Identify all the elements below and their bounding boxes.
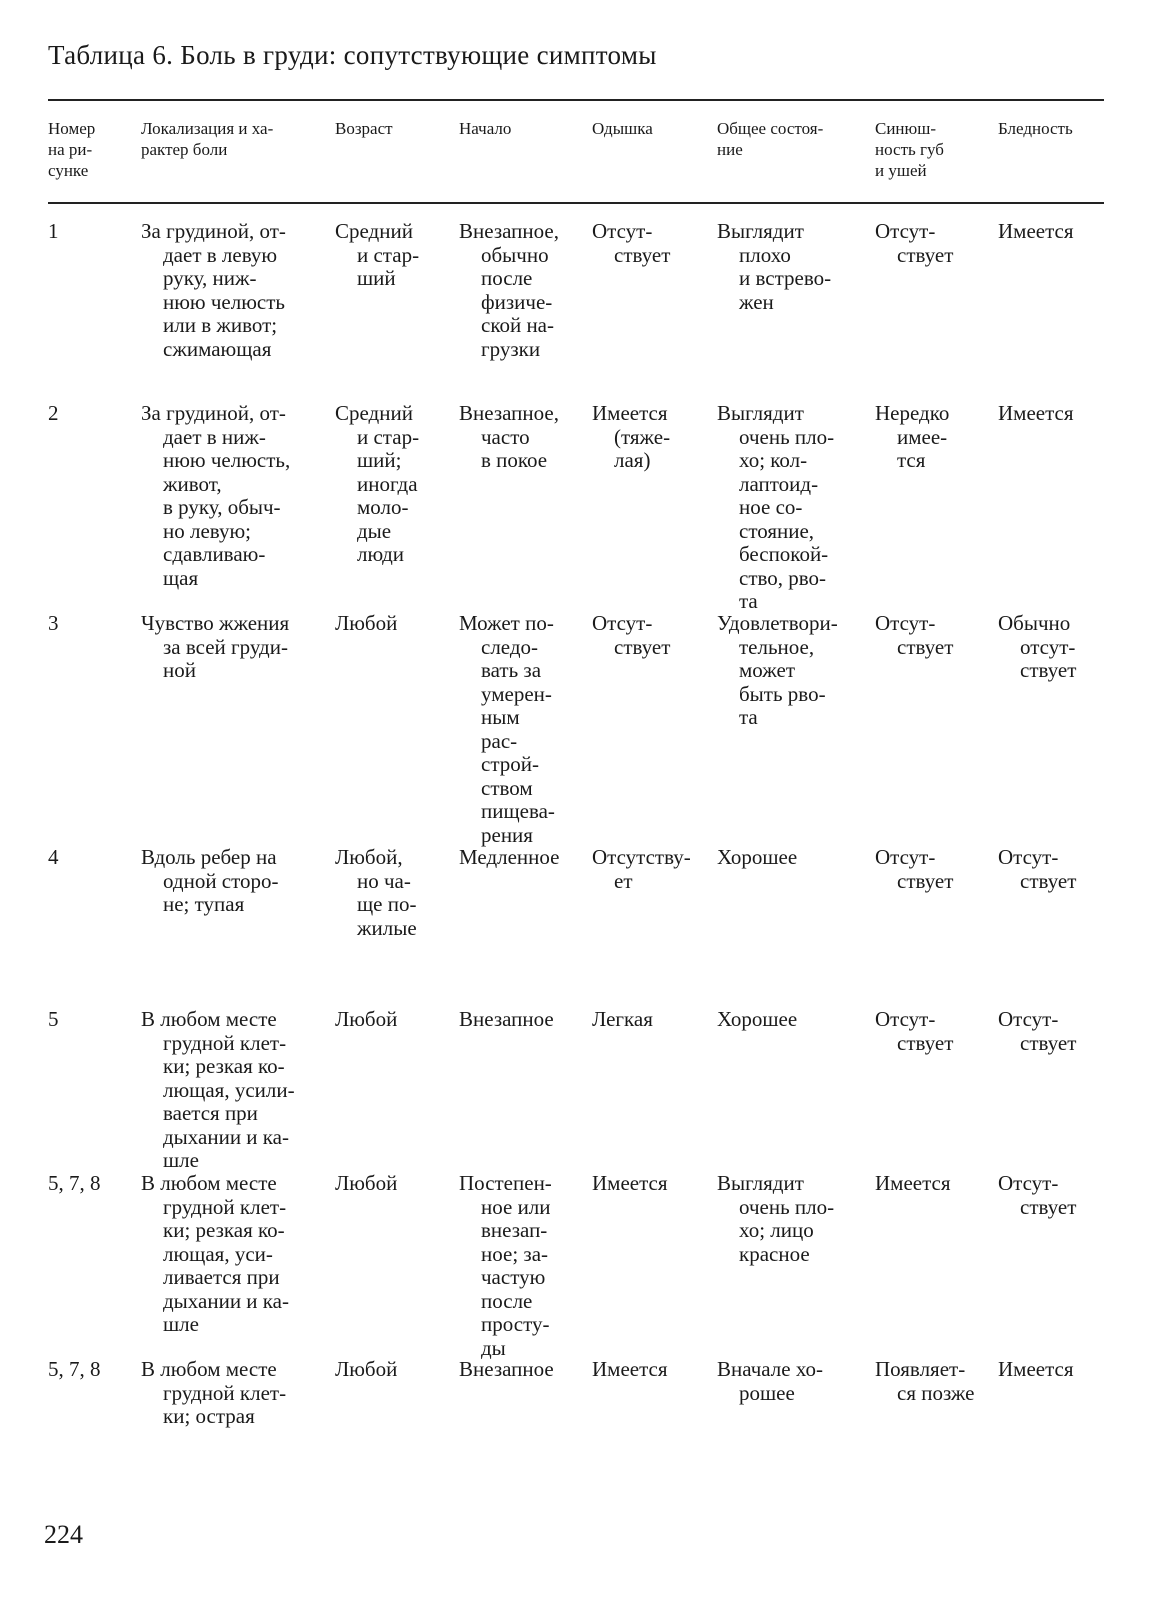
cell-age [335, 846, 417, 940]
header-line: Бледность [998, 119, 1073, 138]
cell-line: ской на- [481, 313, 554, 337]
cell-general-condition [717, 846, 797, 870]
cell-line: плохо [739, 242, 791, 267]
cell-line: Имеется [998, 401, 1074, 425]
cell-pallor [998, 846, 1076, 893]
cell-figure-number [48, 612, 59, 636]
cell-line: после [481, 266, 533, 290]
cell-line: очень пло- [739, 1194, 835, 1219]
header-line: и ушей [875, 161, 927, 180]
cell-line: шле [163, 1148, 199, 1172]
cell-dyspnea [592, 402, 670, 473]
cell-pallor [998, 220, 1074, 244]
cell-cyanosis [875, 612, 953, 659]
cell-dyspnea [592, 612, 670, 659]
cell-line: ды [481, 1335, 506, 1360]
cell-line: Хорошее [717, 845, 798, 869]
cell-age [335, 1172, 397, 1196]
table-top-rule [48, 99, 1104, 101]
cell-line: Отсут- [875, 611, 936, 635]
cell-line: после [481, 1288, 533, 1313]
cell-line: дыхании и ка- [163, 1124, 289, 1149]
cell-line: ствует [1020, 1030, 1077, 1055]
cell-onset [459, 1008, 554, 1032]
cell-line: дыхании и ка- [163, 1288, 289, 1313]
cell-line: Чувство жжения [141, 611, 290, 635]
cell-line: Внезапное [459, 1357, 554, 1381]
cell-line: сжимающая [163, 336, 272, 361]
header-onset [459, 118, 511, 139]
cell-onset [459, 220, 559, 361]
cell-line: ством [481, 775, 533, 800]
header-line: на ри- [48, 140, 93, 159]
cell-line: Внезапное, [459, 401, 559, 425]
cell-line: Отсутству- [592, 845, 691, 869]
cell-line: красное [739, 1241, 810, 1266]
cell-line: ствует [897, 634, 954, 659]
cell-line: руку, ниж- [163, 266, 257, 290]
cell-dyspnea [592, 220, 670, 267]
header-figure-number [48, 118, 95, 181]
cell-cyanosis [875, 846, 953, 893]
cell-dyspnea [592, 1172, 668, 1196]
cell-line: Имеется [998, 1357, 1074, 1381]
cell-general-condition [717, 1358, 823, 1405]
header-line: рактер боли [141, 140, 228, 159]
cell-cyanosis [875, 1172, 951, 1196]
cell-line: рения [481, 822, 533, 847]
header-age [335, 118, 393, 139]
cell-figure-number [48, 846, 59, 870]
cell-pallor [998, 612, 1076, 683]
cell-line: За грудиной, от- [141, 219, 286, 243]
cell-line: ет [614, 868, 633, 893]
cell-figure-number [48, 1008, 59, 1032]
cell-line: хо; лицо [739, 1218, 814, 1242]
cell-age [335, 220, 419, 291]
cell-line: В любом месте [141, 1007, 277, 1031]
header-line: Возраст [335, 119, 393, 138]
cell-line: Отсут- [592, 219, 653, 243]
cell-line: Хорошее [717, 1007, 798, 1031]
cell-line: одной сторо- [163, 868, 279, 893]
cell-line: тельное, [739, 634, 815, 659]
cell-line: не; тупая [163, 892, 245, 916]
header-line: Одышка [592, 119, 653, 138]
cell-general-condition [717, 1172, 834, 1266]
cell-line: грузки [481, 336, 541, 361]
cell-line: Имеется [592, 1357, 668, 1381]
table-title: Таблица 6. Боль в груди: сопутствующие симптомы [48, 40, 657, 70]
cell-line: жилые [357, 915, 417, 940]
cell-line: Любой [335, 1171, 398, 1195]
header-line: Локализация и ха- [141, 119, 274, 138]
cell-line: и стар- [357, 424, 420, 449]
cell-line: лющая, усили- [163, 1077, 295, 1102]
cell-line: лая) [614, 448, 651, 472]
cell-line: Любой [335, 1357, 398, 1381]
cell-line: быть рво- [739, 681, 826, 706]
cell-line: хо; кол- [739, 448, 808, 472]
cell-general-condition [717, 1008, 797, 1032]
header-pallor [998, 118, 1073, 139]
cell-cyanosis [875, 1008, 953, 1055]
cell-line: Имеется [875, 1171, 951, 1195]
cell-line: Отсут- [592, 611, 653, 635]
cell-line: нюю челюсть [163, 289, 285, 314]
cell-line: ное или [481, 1194, 551, 1219]
header-line: сунке [48, 161, 89, 180]
cell-line: 5 [48, 1007, 59, 1031]
cell-line: Удовлетвори- [717, 611, 838, 635]
cell-line: Отсут- [998, 1007, 1059, 1031]
cell-line: 1 [48, 219, 59, 243]
cell-line: Выглядит [717, 219, 804, 243]
cell-line: умерен- [481, 681, 552, 706]
cell-line: 4 [48, 845, 59, 869]
cell-line: Отсут- [875, 219, 936, 243]
cell-line: щая [163, 565, 199, 590]
cell-line: ки; острая [163, 1404, 255, 1428]
cell-line: Выглядит [717, 1171, 804, 1195]
cell-line: ствует [1020, 658, 1077, 682]
header-line: Общее состоя- [717, 119, 824, 138]
cell-line: та [739, 589, 758, 613]
header-pain-location [141, 118, 273, 160]
cell-pallor [998, 1008, 1076, 1055]
header-cyanosis [875, 118, 944, 181]
cell-line: (тяже- [614, 424, 671, 449]
cell-line: грудной клет- [163, 1194, 287, 1219]
table-header-rule [48, 202, 1104, 204]
cell-line: и стар- [357, 242, 420, 267]
cell-line: моло- [357, 495, 409, 519]
cell-line: обычно [481, 242, 549, 267]
cell-line: рас- [481, 728, 518, 753]
cell-line: ство, рво- [739, 565, 827, 590]
cell-line: Имеется [998, 219, 1074, 243]
cell-line: может [739, 658, 795, 682]
cell-line: тся [897, 448, 926, 472]
cell-line: за всей груди- [163, 634, 288, 659]
cell-pallor [998, 1358, 1074, 1382]
cell-line: отсут- [1020, 634, 1076, 659]
cell-line: ствует [1020, 868, 1077, 893]
cell-figure-number [48, 402, 59, 426]
cell-line: лаптоид- [739, 471, 819, 496]
cell-line: нюю челюсть, [163, 448, 291, 472]
cell-line: ное со- [739, 495, 803, 519]
cell-line: сдавливаю- [163, 542, 266, 566]
cell-line: Выглядит [717, 401, 804, 425]
cell-line: ствует [1020, 1194, 1077, 1219]
cell-line: Обычно [998, 611, 1071, 635]
cell-line: ший; [357, 448, 402, 472]
cell-line: Внезапное, [459, 219, 559, 243]
cell-line: но левую; [163, 518, 252, 543]
cell-line: 5, 7, 8 [48, 1357, 101, 1381]
cell-cyanosis [875, 1358, 974, 1405]
cell-line: вать за [481, 658, 542, 682]
cell-line: Любой, [335, 845, 403, 869]
cell-age [335, 612, 397, 636]
cell-pain-location [141, 1008, 295, 1173]
cell-line: Внезапное [459, 1007, 554, 1031]
cell-line: Отсут- [875, 845, 936, 869]
cell-figure-number [48, 1358, 101, 1382]
cell-line: рошее [739, 1380, 795, 1405]
cell-line: в руку, обыч- [163, 495, 281, 519]
cell-line: та [739, 705, 758, 729]
cell-line: часто [481, 424, 530, 449]
cell-line: ствует [614, 242, 671, 267]
cell-pain-location [141, 220, 286, 361]
cell-line: ливается при [163, 1265, 280, 1289]
cell-pain-location [141, 612, 289, 683]
cell-line: просту- [481, 1312, 550, 1336]
cell-onset [459, 1358, 554, 1382]
cell-line: Имеется [592, 1171, 668, 1195]
cell-dyspnea [592, 1358, 668, 1382]
cell-line: ным [481, 705, 520, 729]
cell-line: дает в левую [163, 242, 278, 267]
cell-pain-location [141, 1358, 286, 1429]
cell-line: шле [163, 1312, 199, 1336]
cell-line: Любой [335, 1007, 398, 1031]
cell-pain-location [141, 846, 279, 917]
cell-pallor [998, 1172, 1076, 1219]
header-dyspnea [592, 118, 653, 139]
cell-line: и встрево- [739, 266, 832, 290]
cell-line: ствует [897, 868, 954, 893]
cell-line: ствует [897, 242, 954, 267]
header-line: Номер [48, 119, 96, 138]
cell-figure-number [48, 1172, 101, 1196]
cell-line: Отсут- [875, 1007, 936, 1031]
cell-line: ки; резкая ко- [163, 1218, 285, 1242]
cell-line: иногда [357, 471, 418, 496]
cell-line: ся позже [897, 1380, 975, 1405]
header-line: Синюш- [875, 119, 936, 138]
cell-line: в покое [481, 448, 548, 472]
cell-line: Легкая [592, 1007, 653, 1031]
cell-line: очень пло- [739, 424, 835, 449]
cell-line: стояние, [739, 518, 815, 543]
cell-line: Отсут- [998, 845, 1059, 869]
cell-age [335, 1358, 397, 1382]
cell-line: Средний [335, 219, 413, 243]
cell-line: пищева- [481, 799, 555, 823]
cell-line: дает в ниж- [163, 424, 266, 449]
cell-line: внезап- [481, 1218, 548, 1242]
cell-line: За грудиной, от- [141, 401, 286, 425]
cell-general-condition [717, 220, 831, 314]
cell-line: ки; резкая ко- [163, 1054, 285, 1078]
cell-age [335, 1008, 397, 1032]
cell-line: или в живот; [163, 313, 278, 337]
header-line: Начало [459, 119, 512, 138]
cell-line: Медленное [459, 845, 560, 869]
cell-line: Нередко [875, 401, 950, 425]
cell-line: Средний [335, 401, 413, 425]
cell-line: ще по- [357, 892, 417, 916]
header-general-condition [717, 118, 823, 160]
cell-line: Вначале хо- [717, 1357, 824, 1381]
cell-line: В любом месте [141, 1357, 277, 1381]
cell-line: грудной клет- [163, 1030, 287, 1055]
cell-cyanosis [875, 220, 953, 267]
header-line: ние [717, 140, 743, 159]
cell-line: Может по- [459, 611, 554, 635]
cell-age [335, 402, 419, 567]
cell-cyanosis [875, 402, 949, 473]
cell-pain-location [141, 402, 290, 590]
cell-line: люди [357, 542, 405, 566]
cell-line: лющая, уси- [163, 1241, 273, 1266]
cell-line: строй- [481, 752, 539, 776]
cell-line: ствует [614, 634, 671, 659]
cell-line: вается при [163, 1101, 258, 1125]
cell-line: ной [163, 658, 196, 682]
cell-line: 3 [48, 611, 59, 635]
cell-general-condition [717, 612, 838, 730]
cell-pain-location [141, 1172, 289, 1337]
cell-general-condition [717, 402, 834, 614]
cell-line: физиче- [481, 289, 553, 314]
cell-line: Любой [335, 611, 398, 635]
cell-line: следо- [481, 634, 539, 659]
cell-line: частую [481, 1265, 546, 1289]
cell-dyspnea [592, 846, 691, 893]
cell-pallor [998, 402, 1074, 426]
page-number: 224 [44, 1520, 83, 1549]
cell-line: Отсут- [998, 1171, 1059, 1195]
cell-line: Появляет- [875, 1357, 966, 1381]
cell-line: 5, 7, 8 [48, 1171, 101, 1195]
header-line: ность губ [875, 140, 944, 159]
cell-line: дые [357, 518, 392, 543]
cell-dyspnea [592, 1008, 653, 1032]
cell-line: 2 [48, 401, 59, 425]
cell-onset [459, 612, 555, 847]
cell-onset [459, 402, 559, 473]
cell-line: В любом месте [141, 1171, 277, 1195]
cell-line: ший [357, 266, 396, 290]
cell-line: живот, [163, 471, 222, 496]
cell-line: но ча- [357, 868, 411, 893]
cell-line: Вдоль ребер на [141, 845, 277, 869]
cell-line: жен [739, 289, 774, 314]
cell-line: Постепен- [459, 1171, 552, 1195]
cell-line: Имеется [592, 401, 668, 425]
cell-line: ствует [897, 1030, 954, 1055]
cell-line: беспокой- [739, 542, 829, 566]
cell-line: грудной клет- [163, 1380, 287, 1405]
cell-onset [459, 846, 559, 870]
cell-onset [459, 1172, 552, 1360]
cell-line: имее- [897, 424, 948, 449]
cell-line: ное; за- [481, 1241, 549, 1266]
cell-figure-number [48, 220, 59, 244]
